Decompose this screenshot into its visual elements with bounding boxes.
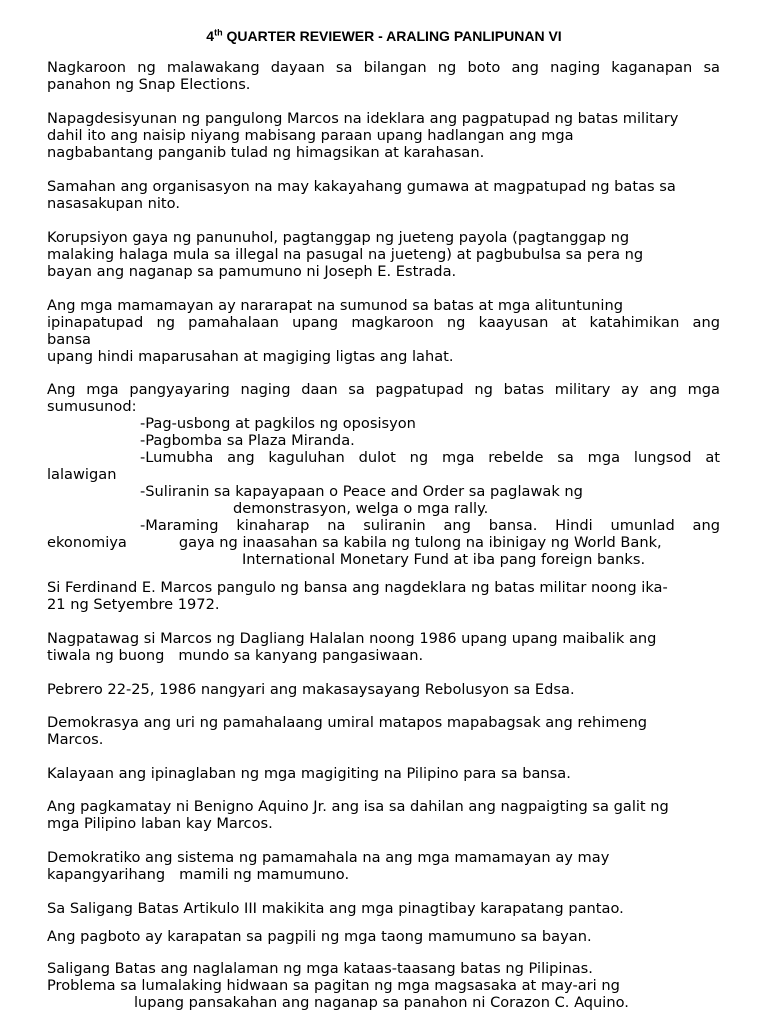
paragraph-martial-law-decision: Napagdesisyunan ng pangulong Marcos na ideklara ang pagpatupad ng batas military dahil ito ang naisip niyang mabisang paraan upang hadlangan ang mga nagbabantang panganib tulad ng himagsikan at karahasan. [47,110,679,161]
paragraph-aquino-jr: Ang pagkamatay ni Benigno Aquino Jr. ang isa sa dahilan ang nagpaigting sa galit ng mga Pilipino laban kay Marcos. [47,798,669,832]
paragraph-edsa: Pebrero 22-25, 1986 nangyari ang makasaysayang Rebolusyon sa Edsa. [47,681,575,698]
paragraph-saligang-batas: Saligang Batas ang naglalaman ng mga kataas-taasang batas ng Pilipinas. Problema sa lumalaking hidwaan sa pagitan ng mga magsasaka at may-ari ng lupang pansakahan ang naganap sa panahon ni Corazon C. Aquino. [47,960,629,1011]
paragraph-snap-elections: Nagkaroon ng malawakang dayaan sa bilangan ng boto ang naging kaganapan sa panahon ng Snap Elections. [47,59,720,93]
paragraph-pangyayari-list: Ang mga pangyayaring naging daan sa pagpatupad ng batas military ay ang mga sumusunod: -Pag-usbong at pagkilos ng oposisyon -Pagbomba sa Plaza Miranda. -Lumubha ang kaguluhan dulot ng mga rebelde sa mga lungsod at lalawigan -Suliranin sa kapayapaan o Peace and Order sa paglawak ng demonstrasyon, welga o mga rally. -Maraming kinaharap na suliranin ang bansa. Hindi umunlad ang ekonomiya gaya ng inaasahan sa kabila ng tulong na ibinigay ng World Bank, International Monetary Fund at iba pang foreign banks. [47,381,720,568]
paragraph-kalayaan: Kalayaan ang ipinaglaban ng mga magigiting na Pilipino para sa bansa. [47,765,571,782]
list-item: -Lumubha ang kaguluhan dulot ng mga rebelde sa mga lungsod at [140,449,720,466]
list-item: -Pag-usbong at pagkilos ng oposisyon [140,415,416,432]
paragraph-korupsiyon: Korupsiyon gaya ng panunuhol, pagtanggap ng jueteng payola (pagtanggap ng malaking halaga mula sa illegal na pasugal na jueteng) at pagbubulsa sa pera ng bayan ang naganap sa pamumuno ni Joseph E. Estrada. [47,229,644,280]
list-item: -Maraming kinaharap na suliranin ang bansa. Hindi umunlad ang [140,517,720,534]
list-item: -Pagbomba sa Plaza Miranda. [140,432,355,449]
paragraph-dagliang-halalan: Nagpatawag si Marcos ng Dagliang Halalan noong 1986 upang upang maibalik ang tiwala ng buong mundo sa kanyang pangasiwaan. [47,630,657,664]
paragraph-mamamayan: Ang mga mamamayan ay nararapat na sumunod sa batas at mga alituntuning ipinapatupad ng pamahalaan upang magkaroon ng kaayusan at katahimikan ang bansa upang hindi maparusahan at magiging ligtas ang lahat. [47,297,720,365]
paragraph-pagboto: Ang pagboto ay karapatan sa pagpili ng mga taong mamumuno sa bayan. [47,928,592,945]
list-item: -Suliranin sa kapayapaan o Peace and Order sa paglawak ng [140,483,583,500]
paragraph-marcos-deklara: Si Ferdinand E. Marcos pangulo ng bansa ang nagdeklara ng batas militar noong ika- 21 ng Setyembre 1972. [47,579,668,613]
paragraph-artikulo-iii: Sa Saligang Batas Artikulo III makikita ang mga pinagtibay karapatang pantao. [47,900,624,917]
paragraph-samahan: Samahan ang organisasyon na may kakayahang gumawa at magpatupad ng batas sa nasasakupan nito. [47,178,676,212]
page-title: 4th QUARTER REVIEWER - ARALING PANLIPUNAN VI [206,27,562,44]
paragraph-demokratiko: Demokratiko ang sistema ng pamamahala na ang mga mamamayan ay may kapangyarihang mamili ng mamumuno. [47,849,610,883]
paragraph-demokrasya: Demokrasya ang uri ng pamahalaang umiral matapos mapabagsak ang rehimeng Marcos. [47,714,648,748]
